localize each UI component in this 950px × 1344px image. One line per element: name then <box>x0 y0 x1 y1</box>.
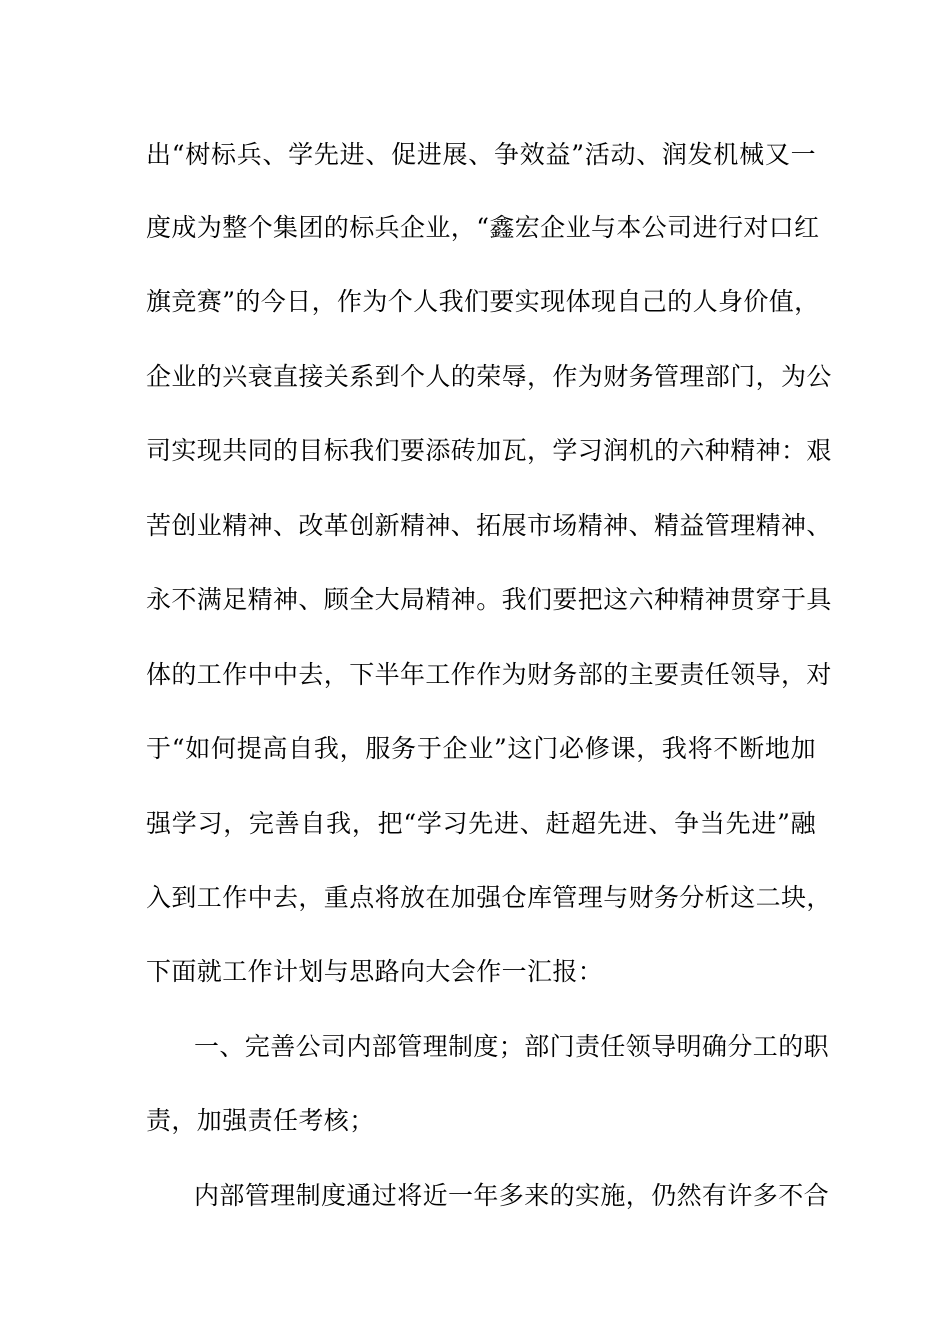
paragraph-line: 体的工作中中去，下半年工作作为财务部的主要责任领导，对 <box>146 660 832 689</box>
paragraph-line: 入到工作中去，重点将放在加强仓库管理与财务分析这二块， <box>146 883 832 912</box>
paragraph-line: 永不满足精神、顾全大局精神。我们要把这六种精神贯穿于具 <box>146 585 832 614</box>
paragraph-line: 度成为整个集团的标兵企业，“鑫宏企业与本公司进行对口红 <box>146 213 820 242</box>
paragraph-line: 于“如何提高自我，服务于企业”这门必修课，我将不断地加 <box>146 734 816 763</box>
paragraph-line: 下面就工作计划与思路向大会作一汇报： <box>146 957 604 986</box>
paragraph-line: 内部管理制度通过将近一年多来的实施，仍然有许多不合 <box>194 1181 830 1210</box>
section-heading-line: 责，加强责任考核； <box>146 1106 375 1135</box>
paragraph-line: 出“树标兵、学先进、促进展、争效益”活动、润发机械又一 <box>146 140 816 169</box>
section-heading-line: 一、完善公司内部管理制度；部门责任领导明确分工的职 <box>194 1032 830 1061</box>
paragraph-line: 苦创业精神、改革创新精神、拓展市场精神、精益管理精神、 <box>146 511 832 540</box>
paragraph-line: 旗竞赛”的今日，作为个人我们要实现体现自己的人身价值， <box>146 287 820 316</box>
paragraph-line: 强学习，完善自我，把“学习先进、赶超先进、争当先进”融 <box>146 809 816 838</box>
paragraph-line: 司实现共同的目标我们要添砖加瓦，学习润机的六种精神：艰 <box>146 436 832 465</box>
paragraph-line: 企业的兴衰直接关系到个人的荣辱，作为财务管理部门，为公 <box>146 362 832 391</box>
